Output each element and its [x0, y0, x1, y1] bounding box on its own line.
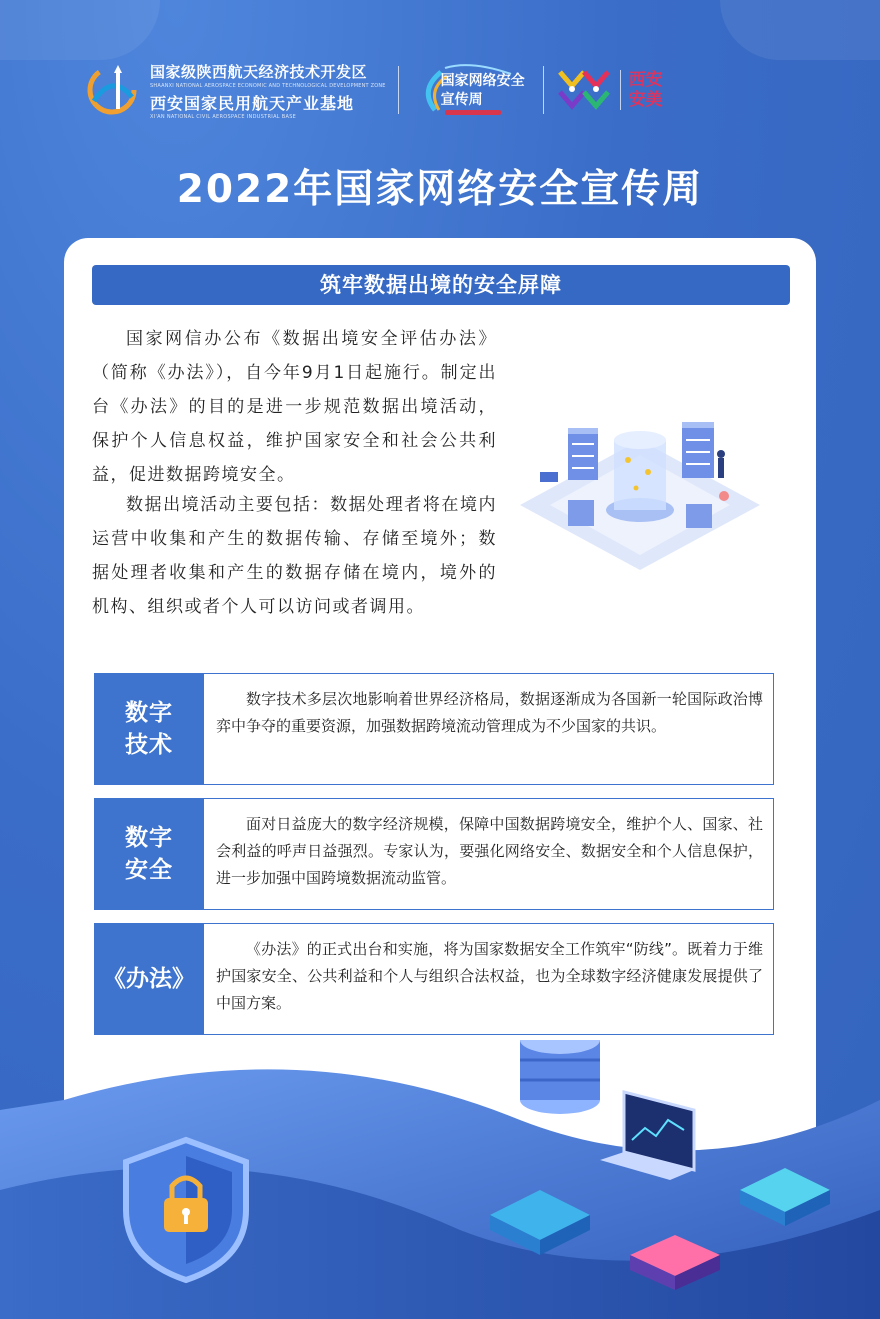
- info-row-digital-security: [94, 798, 774, 910]
- page-title: 2022年国家网络安全宣传周: [176, 167, 704, 212]
- info-label-text: 数字技术: [125, 700, 173, 758]
- xian-logo-icon: [556, 66, 612, 114]
- intro-paragraph: 国家网信办公布《数据出境安全评估办法》（简称《办法》），自今年9月1日起施行。制定出台《办法》的目的是进一步规范数据出境活动，保护个人信息权益，维护国家安全和社会公共利益，促进数据跨境安全。: [92, 329, 497, 485]
- aerospace-zone-logo: [86, 61, 386, 120]
- shield-lock-icon: [126, 1140, 246, 1280]
- info-label: [94, 923, 204, 1035]
- logo3-line2: 安美: [628, 90, 663, 110]
- divider: [398, 66, 399, 114]
- info-label: [94, 673, 204, 785]
- network-week-logo: [411, 60, 531, 120]
- logo2-line1: 国家网络安全: [440, 73, 525, 89]
- info-text: 数字技术多层次地影响着世界经济格局，数据逐渐成为各国新一轮国际政治博弈中争夺的重要资源，加强数据跨境流动管理成为不少国家的共识。: [204, 673, 774, 785]
- logo1-line2: 西安国家民用航天产业基地: [150, 93, 355, 113]
- corner-decoration: [720, 0, 880, 60]
- header-logos: [86, 60, 663, 120]
- info-text: 《办法》的正式出台和实施，将为国家数据安全工作筑牢“防线”。既着力于维护国家安全、公共利益和个人与组织合法权益，也为全球数字经济健康发展提供了中国方案。: [204, 923, 774, 1035]
- logo1-line1-en: SHAANXI NATIONAL AEROSPACE ECONOMIC AND TECHNOLOGICAL DEVELOPMENT ZONE: [150, 82, 386, 89]
- activity-paragraph: 数据出境活动主要包括：数据处理者将在境内运营中收集和产生的数据传输、存储至境外；数据处理者收集和产生的数据存储在境内，境外的机构、组织或者个人可以访问或者调用。: [92, 495, 497, 617]
- info-row-digital-tech: [94, 673, 774, 785]
- corner-decoration: [0, 0, 160, 60]
- logo1-line2-en: XI'AN NATIONAL CIVIL AEROSPACE INDUSTRIAL BASE: [150, 113, 297, 120]
- logo2-line2: 宣传周: [440, 92, 483, 108]
- rocket-logo-icon: [86, 63, 144, 117]
- info-row-measures: [94, 923, 774, 1035]
- section-title: 筑牢数据出境的安全屏障: [92, 265, 790, 305]
- bottom-illustration: [0, 1040, 880, 1319]
- info-label-text: 《办法》: [103, 966, 195, 992]
- info-text: 面对日益庞大的数字经济规模，保障中国数据跨境安全，维护个人、国家、社会利益的呼声日益强烈。专家认为，要强化网络安全、数据安全和个人信息保护，进一步加强中国跨境数据流动监管。: [204, 798, 774, 910]
- divider: [543, 66, 544, 114]
- xian-logo: [556, 66, 663, 114]
- info-label: [94, 798, 204, 910]
- logo3-line1: 西安: [628, 70, 663, 90]
- info-label-text: 数字安全: [125, 825, 173, 883]
- logo1-line1: 国家级陕西航天经济技术开发区: [150, 62, 368, 81]
- data-center-illustration: [510, 400, 770, 570]
